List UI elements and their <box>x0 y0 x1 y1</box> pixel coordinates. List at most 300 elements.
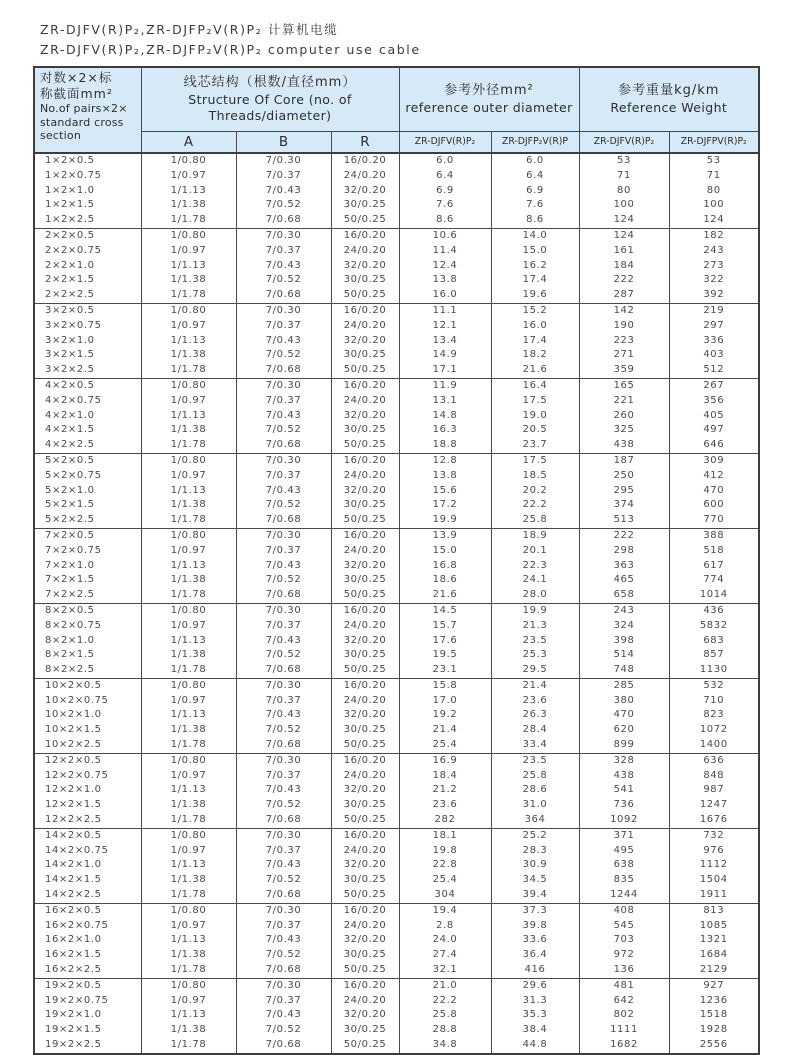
cell-value: 32/0.20 <box>331 259 399 274</box>
cell-size-label: 5×2×2.5 <box>34 513 141 528</box>
cell-value: 23.1 <box>399 663 491 678</box>
table-row <box>34 634 759 649</box>
cell-value: 18.4 <box>399 769 491 784</box>
header-sub-weight-model-1: ZR-DJFV(R)P₂ <box>579 131 669 153</box>
table-row <box>34 678 759 693</box>
cell-value: 1/1.78 <box>141 588 236 603</box>
cell-value: 1/1.13 <box>141 559 236 574</box>
cell-value: 19.8 <box>399 844 491 859</box>
cell-size-label: 14×2×0.5 <box>34 828 141 843</box>
cell-value: 222 <box>579 273 669 288</box>
table-row <box>34 738 759 753</box>
cell-value: 30.9 <box>491 858 579 873</box>
cell-value: 11.4 <box>399 244 491 259</box>
cell-value: 28.0 <box>491 588 579 603</box>
cell-value: 514 <box>579 648 669 663</box>
cell-size-label: 19×2×2.5 <box>34 1038 141 1054</box>
cell-value: 7/0.52 <box>236 648 331 663</box>
cell-value: 532 <box>669 678 759 693</box>
cell-value: 1321 <box>669 933 759 948</box>
cell-value: 7/0.37 <box>236 319 331 334</box>
cell-value: 438 <box>579 438 669 453</box>
header-core-group <box>141 67 399 131</box>
cell-size-label: 10×2×1.0 <box>34 708 141 723</box>
cell-size-label: 1×2×1.5 <box>34 198 141 213</box>
cell-value: 260 <box>579 409 669 424</box>
cell-value: 24/0.20 <box>331 169 399 184</box>
cell-value: 1/1.13 <box>141 1008 236 1023</box>
cell-value: 7/0.68 <box>236 813 331 828</box>
header-od-cn: 参考外径mm² <box>444 83 534 99</box>
cell-size-label: 2×2×1.5 <box>34 273 141 288</box>
table-row <box>34 273 759 288</box>
cell-value: 1/0.97 <box>141 694 236 709</box>
title-line-en: ZR-DJFV(R)P₂,ZR-DJFP₂V(R)P₂ computer use cable <box>40 42 421 57</box>
cell-size-label: 3×2×1.5 <box>34 348 141 363</box>
cell-value: 11.9 <box>399 378 491 393</box>
cell-value: 19.2 <box>399 708 491 723</box>
cell-value: 1/1.38 <box>141 873 236 888</box>
cell-value: 16/0.20 <box>331 828 399 843</box>
table-row <box>34 1023 759 1038</box>
cell-value: 1/1.78 <box>141 738 236 753</box>
header-sub-od-model-1: ZR-DJFV(R)P₂ <box>399 131 491 153</box>
table-row <box>34 348 759 363</box>
table-row <box>34 498 759 513</box>
cell-value: 1/0.80 <box>141 378 236 393</box>
cell-value: 16/0.20 <box>331 378 399 393</box>
cell-value: 7/0.68 <box>236 513 331 528</box>
cell-value: 1/1.38 <box>141 798 236 813</box>
cell-value: 1/0.97 <box>141 919 236 934</box>
cell-value: 50/0.25 <box>331 363 399 378</box>
cell-size-label: 14×2×1.0 <box>34 858 141 873</box>
cell-value: 927 <box>669 978 759 993</box>
cell-size-label: 12×2×1.5 <box>34 798 141 813</box>
cell-value: 408 <box>579 903 669 918</box>
table-row <box>34 933 759 948</box>
title-line-cn: ZR-DJFV(R)P₂,ZR-DJFP₂V(R)P₂ 计算机电缆 <box>40 22 339 37</box>
cell-value: 22.2 <box>399 994 491 1009</box>
cell-value: 436 <box>669 603 759 618</box>
cell-value: 1014 <box>669 588 759 603</box>
cell-value: 1/1.78 <box>141 663 236 678</box>
cell-value: 142 <box>579 303 669 318</box>
cell-value: 1/1.13 <box>141 708 236 723</box>
cell-value: 7/0.37 <box>236 769 331 784</box>
cell-value: 1236 <box>669 994 759 1009</box>
cell-value: 1/1.13 <box>141 259 236 274</box>
cell-value: 438 <box>579 769 669 784</box>
cell-value: 1676 <box>669 813 759 828</box>
cell-value: 11.1 <box>399 303 491 318</box>
cell-value: 1682 <box>579 1038 669 1054</box>
cell-value: 7.6 <box>399 198 491 213</box>
cell-value: 470 <box>669 484 759 499</box>
cell-value: 29.5 <box>491 663 579 678</box>
table-row <box>34 528 759 543</box>
cell-value: 324 <box>579 619 669 634</box>
cell-value: 13.4 <box>399 334 491 349</box>
cell-value: 17.5 <box>491 394 579 409</box>
header-od-en: reference outer diameter <box>405 100 573 116</box>
table-body <box>34 153 759 1054</box>
cell-value: 16/0.20 <box>331 153 399 169</box>
cell-value: 658 <box>579 588 669 603</box>
cell-value: 1/1.38 <box>141 423 236 438</box>
cell-value: 1/0.80 <box>141 978 236 993</box>
cell-value: 17.0 <box>399 694 491 709</box>
cell-value: 646 <box>669 438 759 453</box>
cell-value: 23.6 <box>491 694 579 709</box>
table-row <box>34 1008 759 1023</box>
table-row <box>34 769 759 784</box>
cell-size-label: 2×2×1.0 <box>34 259 141 274</box>
cell-size-label: 10×2×1.5 <box>34 723 141 738</box>
cell-value: 30/0.25 <box>331 723 399 738</box>
cell-value: 21.6 <box>399 588 491 603</box>
cell-value: 124 <box>669 213 759 228</box>
cell-size-label: 2×2×0.75 <box>34 244 141 259</box>
cell-value: 25.4 <box>399 738 491 753</box>
cell-value: 12.4 <box>399 259 491 274</box>
cell-value: 243 <box>669 244 759 259</box>
cell-value: 32/0.20 <box>331 559 399 574</box>
cell-value: 21.4 <box>399 723 491 738</box>
cell-value: 1/1.38 <box>141 198 236 213</box>
table-row <box>34 723 759 738</box>
cell-value: 7/0.43 <box>236 634 331 649</box>
cell-value: 7/0.52 <box>236 198 331 213</box>
cell-value: 221 <box>579 394 669 409</box>
table-row <box>34 423 759 438</box>
cell-size-label: 10×2×0.75 <box>34 694 141 709</box>
cell-size-label: 12×2×2.5 <box>34 813 141 828</box>
cell-value: 1518 <box>669 1008 759 1023</box>
cell-value: 1/0.80 <box>141 903 236 918</box>
cell-value: 20.1 <box>491 544 579 559</box>
cell-value: 1/1.78 <box>141 213 236 228</box>
cell-value: 7/0.68 <box>236 288 331 303</box>
header-pairs-en-2: standard cross <box>40 115 124 129</box>
table-row <box>34 798 759 813</box>
cell-value: 187 <box>579 453 669 468</box>
cell-value: 18.1 <box>399 828 491 843</box>
cell-value: 7/0.30 <box>236 303 331 318</box>
header-pairs-cn-2: 称截面mm² <box>40 86 113 101</box>
cell-value: 987 <box>669 783 759 798</box>
cell-value: 1/0.80 <box>141 303 236 318</box>
table-row <box>34 169 759 184</box>
table-row <box>34 363 759 378</box>
cell-value: 23.7 <box>491 438 579 453</box>
header-weight-en: Reference Weight <box>610 100 728 116</box>
cell-value: 24.0 <box>399 933 491 948</box>
cell-value: 53 <box>669 153 759 169</box>
cell-value: 17.4 <box>491 273 579 288</box>
cell-value: 16/0.20 <box>331 528 399 543</box>
cell-size-label: 14×2×1.5 <box>34 873 141 888</box>
cell-value: 7/0.37 <box>236 544 331 559</box>
cell-value: 7/0.30 <box>236 603 331 618</box>
cell-value: 28.8 <box>399 1023 491 1038</box>
cell-value: 223 <box>579 334 669 349</box>
table-row <box>34 844 759 859</box>
cell-value: 100 <box>579 198 669 213</box>
cell-value: 710 <box>669 694 759 709</box>
cell-value: 16/0.20 <box>331 453 399 468</box>
cell-value: 6.9 <box>491 184 579 199</box>
cell-value: 1/0.80 <box>141 453 236 468</box>
cell-size-label: 1×2×0.5 <box>34 153 141 169</box>
cell-value: 271 <box>579 348 669 363</box>
table-row <box>34 288 759 303</box>
table-row <box>34 888 759 903</box>
table-row <box>34 978 759 993</box>
cell-value: 2.8 <box>399 919 491 934</box>
cell-value: 17.2 <box>399 498 491 513</box>
cell-value: 304 <box>399 888 491 903</box>
cell-value: 18.9 <box>491 528 579 543</box>
cell-value: 7/0.68 <box>236 213 331 228</box>
cell-value: 1244 <box>579 888 669 903</box>
cell-value: 7/0.37 <box>236 244 331 259</box>
header-core-en-1: Structure Of Core (no. of <box>188 92 352 108</box>
cell-value: 1/1.13 <box>141 409 236 424</box>
cell-value: 17.4 <box>491 334 579 349</box>
cell-value: 30/0.25 <box>331 198 399 213</box>
cell-value: 7/0.30 <box>236 753 331 768</box>
cell-value: 30/0.25 <box>331 1023 399 1038</box>
cell-size-label: 16×2×0.75 <box>34 919 141 934</box>
cell-value: 25.8 <box>399 1008 491 1023</box>
table-row <box>34 184 759 199</box>
cell-value: 24/0.20 <box>331 844 399 859</box>
table-row <box>34 544 759 559</box>
cell-value: 7/0.30 <box>236 153 331 169</box>
cell-size-label: 4×2×1.5 <box>34 423 141 438</box>
cell-value: 32/0.20 <box>331 184 399 199</box>
cell-value: 50/0.25 <box>331 738 399 753</box>
header-pairs-cn-1: 对数×2×标 <box>40 70 113 85</box>
cell-size-label: 4×2×2.5 <box>34 438 141 453</box>
cell-size-label: 8×2×1.0 <box>34 634 141 649</box>
cell-value: 416 <box>491 963 579 978</box>
cell-value: 21.6 <box>491 363 579 378</box>
table-header <box>34 67 759 153</box>
cell-value: 7/0.68 <box>236 363 331 378</box>
cell-size-label: 1×2×1.0 <box>34 184 141 199</box>
cell-value: 2129 <box>669 963 759 978</box>
page-title <box>40 20 421 60</box>
cell-value: 21.4 <box>491 678 579 693</box>
table-row <box>34 438 759 453</box>
cell-value: 30/0.25 <box>331 573 399 588</box>
cell-value: 7/0.37 <box>236 694 331 709</box>
cell-value: 7/0.43 <box>236 1008 331 1023</box>
cell-value: 32/0.20 <box>331 858 399 873</box>
header-weight-group <box>579 67 759 131</box>
header-sub-weight-model-2: ZR-DJFPV(R)P₂ <box>669 131 759 153</box>
cell-value: 636 <box>669 753 759 768</box>
cell-value: 28.3 <box>491 844 579 859</box>
cell-size-label: 16×2×1.5 <box>34 948 141 963</box>
cell-value: 297 <box>669 319 759 334</box>
cell-value: 336 <box>669 334 759 349</box>
cell-value: 24/0.20 <box>331 619 399 634</box>
cell-value: 16.8 <box>399 559 491 574</box>
cell-value: 50/0.25 <box>331 813 399 828</box>
cell-value: 1/1.78 <box>141 363 236 378</box>
cell-value: 161 <box>579 244 669 259</box>
table-row <box>34 694 759 709</box>
cell-value: 7/0.43 <box>236 184 331 199</box>
cell-value: 31.0 <box>491 798 579 813</box>
cell-value: 100 <box>669 198 759 213</box>
cell-value: 17.5 <box>491 453 579 468</box>
table-row <box>34 948 759 963</box>
cell-value: 7/0.68 <box>236 738 331 753</box>
table-row <box>34 963 759 978</box>
cell-value: 25.8 <box>491 769 579 784</box>
cell-value: 325 <box>579 423 669 438</box>
cell-value: 1/0.97 <box>141 544 236 559</box>
cell-value: 1/1.38 <box>141 573 236 588</box>
header-pairs-column <box>34 67 141 153</box>
cell-value: 1/1.38 <box>141 348 236 363</box>
cell-value: 28.6 <box>491 783 579 798</box>
cell-value: 287 <box>579 288 669 303</box>
cell-value: 1/0.80 <box>141 153 236 169</box>
cell-value: 1/1.78 <box>141 438 236 453</box>
cell-value: 50/0.25 <box>331 888 399 903</box>
cell-value: 7/0.52 <box>236 1023 331 1038</box>
cell-value: 7/0.37 <box>236 994 331 1009</box>
header-weight-cn: 参考重量kg/km <box>618 83 720 99</box>
table-row <box>34 469 759 484</box>
cell-size-label: 10×2×2.5 <box>34 738 141 753</box>
cell-value: 32/0.20 <box>331 783 399 798</box>
cell-value: 1/1.38 <box>141 648 236 663</box>
cell-value: 7/0.37 <box>236 469 331 484</box>
cell-value: 1/1.38 <box>141 498 236 513</box>
cell-size-label: 14×2×2.5 <box>34 888 141 903</box>
cell-value: 50/0.25 <box>331 513 399 528</box>
cell-value: 7/0.52 <box>236 423 331 438</box>
table-row <box>34 513 759 528</box>
cell-value: 774 <box>669 573 759 588</box>
cell-value: 328 <box>579 753 669 768</box>
cell-value: 497 <box>669 423 759 438</box>
cell-value: 10.6 <box>399 228 491 243</box>
cell-value: 32.1 <box>399 963 491 978</box>
cell-size-label: 7×2×0.75 <box>34 544 141 559</box>
cell-value: 30/0.25 <box>331 423 399 438</box>
cell-size-label: 3×2×1.0 <box>34 334 141 349</box>
table-row <box>34 753 759 768</box>
table-row <box>34 813 759 828</box>
cell-value: 282 <box>399 813 491 828</box>
cell-value: 17.6 <box>399 634 491 649</box>
cell-value: 15.7 <box>399 619 491 634</box>
cell-value: 29.6 <box>491 978 579 993</box>
cell-value: 899 <box>579 738 669 753</box>
cell-value: 33.4 <box>491 738 579 753</box>
cell-value: 124 <box>579 228 669 243</box>
cell-value: 16.2 <box>491 259 579 274</box>
cell-value: 7/0.68 <box>236 438 331 453</box>
cell-value: 371 <box>579 828 669 843</box>
cell-value: 7/0.37 <box>236 919 331 934</box>
cell-size-label: 16×2×2.5 <box>34 963 141 978</box>
cell-value: 18.8 <box>399 438 491 453</box>
cell-value: 465 <box>579 573 669 588</box>
cell-value: 7/0.52 <box>236 348 331 363</box>
cell-value: 34.5 <box>491 873 579 888</box>
cell-value: 7/0.52 <box>236 498 331 513</box>
cell-size-label: 8×2×0.75 <box>34 619 141 634</box>
cell-value: 770 <box>669 513 759 528</box>
cell-value: 412 <box>669 469 759 484</box>
cell-value: 295 <box>579 484 669 499</box>
cell-value: 15.0 <box>491 244 579 259</box>
table-row <box>34 303 759 318</box>
cell-value: 19.9 <box>399 513 491 528</box>
cell-value: 1/1.78 <box>141 813 236 828</box>
cell-value: 1/1.38 <box>141 1023 236 1038</box>
cell-size-label: 19×2×1.0 <box>34 1008 141 1023</box>
cell-value: 14.9 <box>399 348 491 363</box>
cell-value: 18.6 <box>399 573 491 588</box>
cell-value: 24/0.20 <box>331 769 399 784</box>
cell-value: 182 <box>669 228 759 243</box>
cell-value: 18.5 <box>491 469 579 484</box>
cell-value: 392 <box>669 288 759 303</box>
cell-value: 15.6 <box>399 484 491 499</box>
cell-value: 8.6 <box>399 213 491 228</box>
cell-value: 405 <box>669 409 759 424</box>
cell-value: 35.3 <box>491 1008 579 1023</box>
cell-value: 39.8 <box>491 919 579 934</box>
cell-value: 7/0.68 <box>236 963 331 978</box>
table-row <box>34 228 759 243</box>
cell-value: 1/0.97 <box>141 469 236 484</box>
cell-size-label: 7×2×2.5 <box>34 588 141 603</box>
cell-value: 24/0.20 <box>331 544 399 559</box>
cell-value: 25.8 <box>491 513 579 528</box>
cell-value: 30/0.25 <box>331 498 399 513</box>
cell-value: 600 <box>669 498 759 513</box>
cell-size-label: 12×2×0.75 <box>34 769 141 784</box>
cell-value: 356 <box>669 394 759 409</box>
cell-size-label: 7×2×1.0 <box>34 559 141 574</box>
cell-value: 470 <box>579 708 669 723</box>
cell-value: 30/0.25 <box>331 273 399 288</box>
header-pairs-en-1: No.of pairs×2× <box>40 102 128 115</box>
cell-value: 1/0.97 <box>141 769 236 784</box>
cell-size-label: 19×2×0.5 <box>34 978 141 993</box>
cell-value: 25.3 <box>491 648 579 663</box>
cell-value: 7/0.37 <box>236 394 331 409</box>
cell-value: 39.4 <box>491 888 579 903</box>
cell-value: 36.4 <box>491 948 579 963</box>
cell-value: 1400 <box>669 738 759 753</box>
cell-value: 298 <box>579 544 669 559</box>
cell-value: 1/1.13 <box>141 933 236 948</box>
cell-value: 24.1 <box>491 573 579 588</box>
cell-size-label: 2×2×0.5 <box>34 228 141 243</box>
cell-value: 1/0.97 <box>141 994 236 1009</box>
